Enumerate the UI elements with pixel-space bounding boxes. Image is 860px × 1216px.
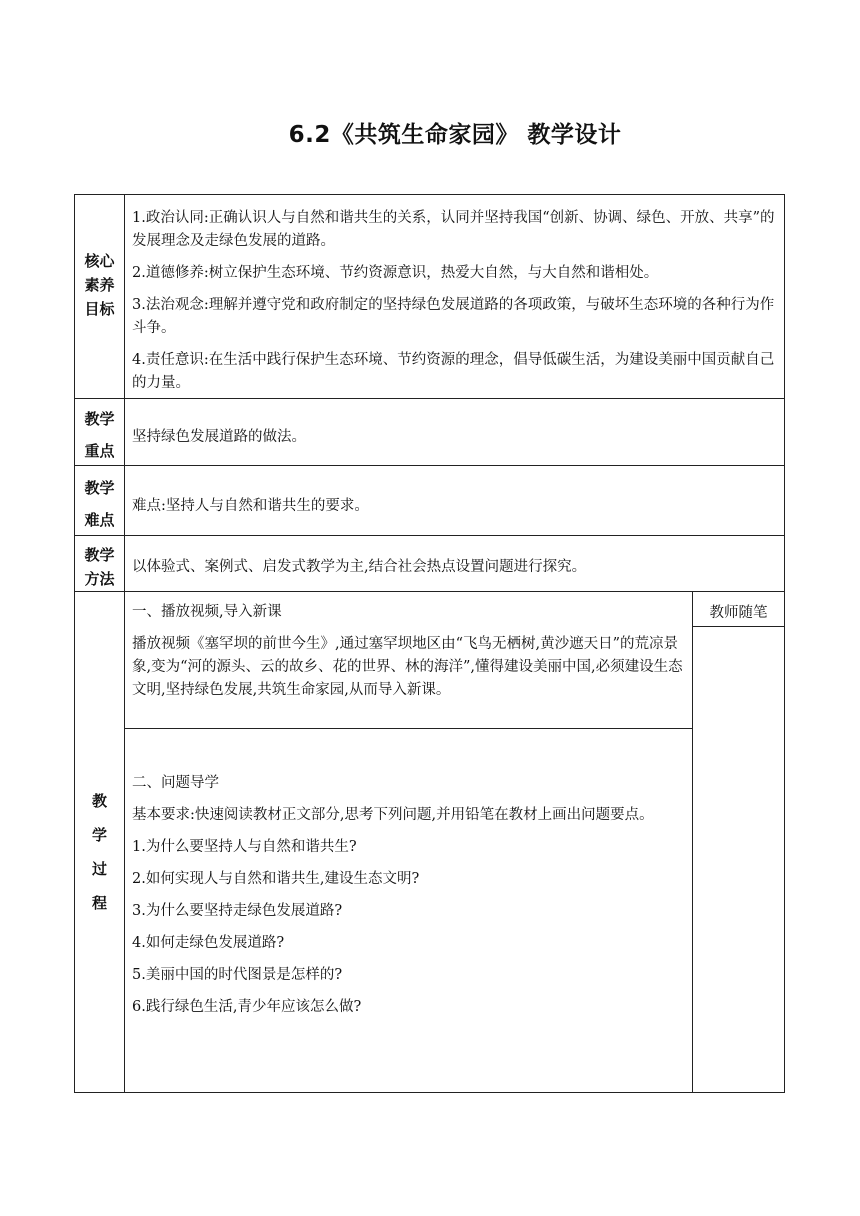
teacher-notes-header: 教师随笔	[709, 605, 768, 621]
row-divider-3	[74, 535, 785, 536]
section-2	[132, 772, 688, 1019]
core-item-3: 3.法治观念:理解并遵守党和政府制定的坚持绿色发展道路的各项政策，与破坏生态环境的各种行为作斗争。	[132, 297, 775, 336]
process-label: 教 学 过 程	[91, 792, 107, 912]
table-border-left	[74, 194, 75, 1093]
core-item-4: 4.责任意识:在生活中践行保护生态环境、节约资源的理念，倡导低碳生活，为建设美丽中国贡献自己的力量。	[132, 352, 775, 391]
question-6: 6.践行绿色生活,青少年应该怎么做?	[132, 999, 362, 1015]
section-2-intro: 基本要求:快速阅读教材正文部分,思考下列问题,并用铅笔在教材上画出问题要点。	[132, 807, 654, 823]
question-4: 4.如何走绿色发展道路?	[132, 935, 285, 951]
core-item-2: 2.道德修养:树立保护生态环境、节约资源意识，热爱大自然，与大自然和谐相处。	[132, 265, 659, 281]
difficult-point-content: 难点:坚持人与自然和谐共生的要求。	[132, 498, 369, 514]
core-competence-content	[132, 207, 780, 395]
question-2: 2.如何实现人与自然和谐共生,建设生态文明?	[132, 871, 420, 887]
key-point-content: 坚持绿色发展道路的做法。	[132, 429, 306, 445]
question-1: 1.为什么要坚持人与自然和谐共生?	[132, 839, 357, 855]
document-title: 6.2《共筑生命家园》 教学设计	[288, 122, 622, 148]
table-border-right	[784, 194, 785, 1093]
table-border-top	[74, 194, 785, 195]
row-divider-2	[74, 465, 785, 466]
row-divider-4	[74, 591, 785, 592]
section-divider	[124, 728, 693, 729]
row-divider-1	[74, 398, 785, 399]
section-1	[132, 601, 688, 702]
notes-header-divider	[692, 626, 785, 627]
section-1-body: 播放视频《塞罕坝的前世今生》,通过塞罕坝地区由“飞鸟无栖树,黄沙遮天日”的荒凉景象,变为“河的源头、云的故乡、花的世界、林的海洋”,懂得建设美丽中国,必须建设生态文明,坚持绿色发展,共筑生命家园,从而导入新课。	[132, 636, 683, 698]
method-label: 教学 方法	[84, 546, 115, 588]
core-item-1: 1.政治认同:正确认识人与自然和谐共生的关系，认同并坚持我国“创新、协调、绿色、开放、共享”的发展理念及走绿色发展的道路。	[132, 210, 775, 249]
table-border-bottom	[74, 1092, 785, 1093]
question-3: 3.为什么要坚持走绿色发展道路?	[132, 903, 343, 919]
core-competence-label: 核心 素养 目标	[84, 252, 115, 318]
label-column-divider	[124, 194, 125, 1093]
key-point-label: 教学 重点	[84, 410, 115, 460]
method-content: 以体验式、案例式、启发式教学为主,结合社会热点设置问题进行探究。	[132, 559, 587, 575]
section-2-heading: 二、问题导学	[132, 775, 219, 791]
question-5: 5.美丽中国的时代图景是怎样的?	[132, 967, 343, 983]
section-1-heading: 一、播放视频,导入新课	[132, 604, 282, 620]
difficult-point-label: 教学 难点	[84, 479, 115, 529]
notes-column-divider	[692, 591, 693, 1093]
